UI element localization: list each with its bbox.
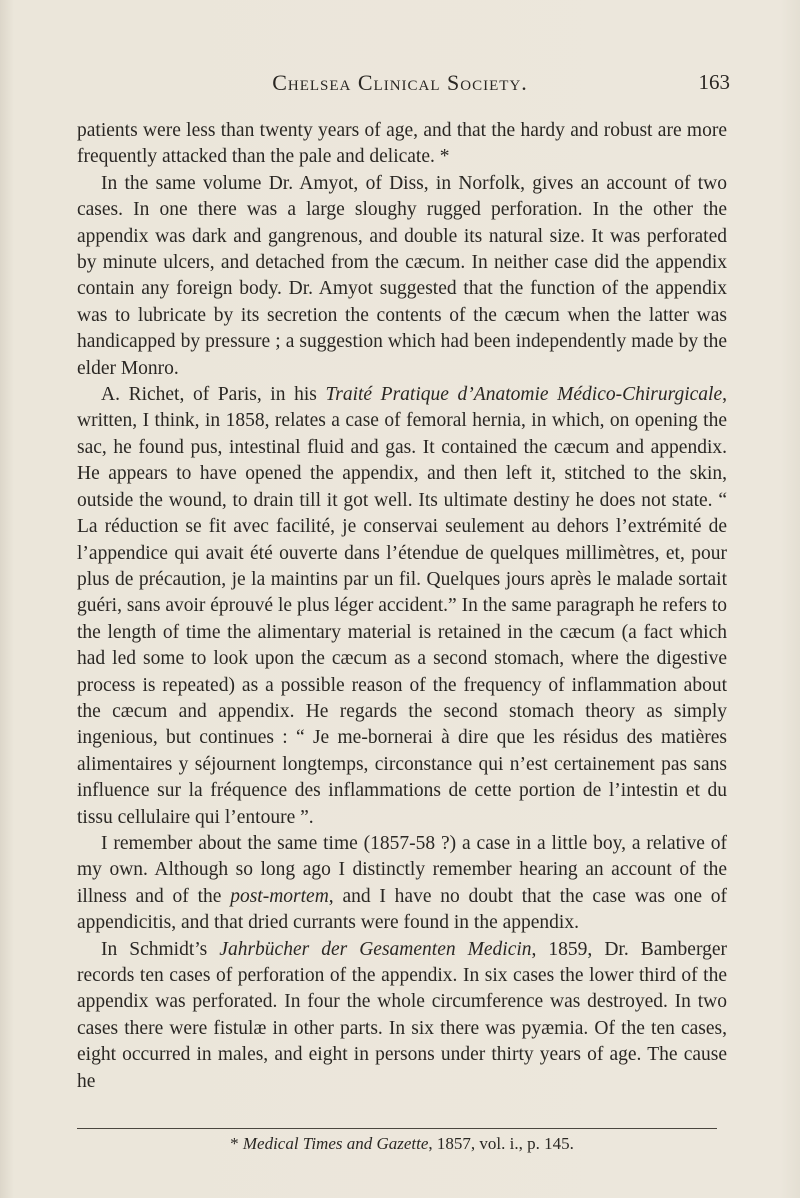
footnote-marker: * [230,1134,239,1153]
footnote [77,1134,727,1154]
post-mortem-term: post-mortem [230,885,329,907]
paragraph-4-lead: I remember about the same time (1857-58 ?) a case in a little boy, a relative of my own. Although so long ago I distinctly remember hearing an account of the illness and of the [77,832,727,907]
body-text [77,118,727,1095]
paragraph-4-body: , and I have no doubt that the case was one of appendicitis, and that dried currants were found in the appendix. [77,885,728,934]
footnote-rule [77,1128,717,1129]
book-title-traite: Traité Pratique d’Anatomie Médico-Chirurgicale [325,384,723,406]
running-title: Chelsea Clinical Society. [272,70,528,95]
paragraph-3-lead: A. Richet, of Paris, in his [101,384,326,406]
paragraph-4 [77,831,727,937]
paragraph-2: In the same volume Dr. Amyot, of Diss, in Norfolk, gives an account of two cases. In one there was a large sloughy rugged perforation. In the other the appendix was dark and gangrenous, and double its natural size. It was perforated by minute ulcers, and detached from the cæcum. In neither case did the appendix contain any foreign body. Dr. Amyot suggested that the function of the appendix was to lubricate by its secretion the contents of the cæcum when the latter was handicapped by pressure ; a suggestion which had been independently made by the elder Monro. [77,172,727,379]
footnote-citation: , 1857, vol. i., p. 145. [428,1134,574,1153]
journal-title-jahrbucher: Jahrbücher der Gesamenten Medicin [219,938,532,960]
page-number: 163 [698,70,730,94]
footnote-journal-title: Medical Times and Gazette [242,1134,429,1153]
paragraph-3 [77,382,727,831]
paragraph-5-body: , 1859, Dr. Bamberger records ten cases of perforation of the appendix. In six cases the lower third of the appendix was perforated. In four the whole circumference was destroyed. In two cases there were fistulæ in other parts. In six there was pyæmia. Of the ten cases, eight occurred in males, and eight in persons under thirty years of age. The cause he [77,938,727,1092]
paragraph-5-lead: In Schmidt’s [101,938,220,960]
paragraph-3-body: , written, I think, in 1858, relates a case of femoral hernia, in which, on opening the sac, he found pus, intestinal fluid and gas. It contained the cæcum and appendix. He appears to have opened the appendix, and then left it, stitched to the skin, outside the wound, to drain till it got well. Its ultimate destiny he does not state. “ La réduction se fit avec facilité, je conservai seulement au dehors l’extrémité de l’appendice qui avait été ouverte dans l’étendue de quelques millimètres, et, pour plus de précaution, je la maintins par un fil. Quelques jours après le malade sortait guéri, sans avoir éprouvé le plus léger accident.” In the same paragraph he refers to the length of time the alimentary material is retained in the cæcum (a fact which had led some to look upon the cæcum as a second stomach, where the digestive process is repeated) as a possible reason of the frequency of inflammation about the cæcum and appendix. He regards the second stomach theory as simply ingenious, but continues : “ Je me-bornerai à dire que les résidus des matières alimentaires y séjournent longtemps, circonstance qui n’est certainement pas sans influence sur la fréquence des inflammations de cette portion de l’intestin et du tissu cellulaire qui l’entoure ”. [77,384,727,828]
paragraph-5 [77,937,727,1095]
paragraph-1: patients were less than twenty years of age, and that the hardy and robust are more frequently attacked than the pale and delicate. * [77,120,727,168]
